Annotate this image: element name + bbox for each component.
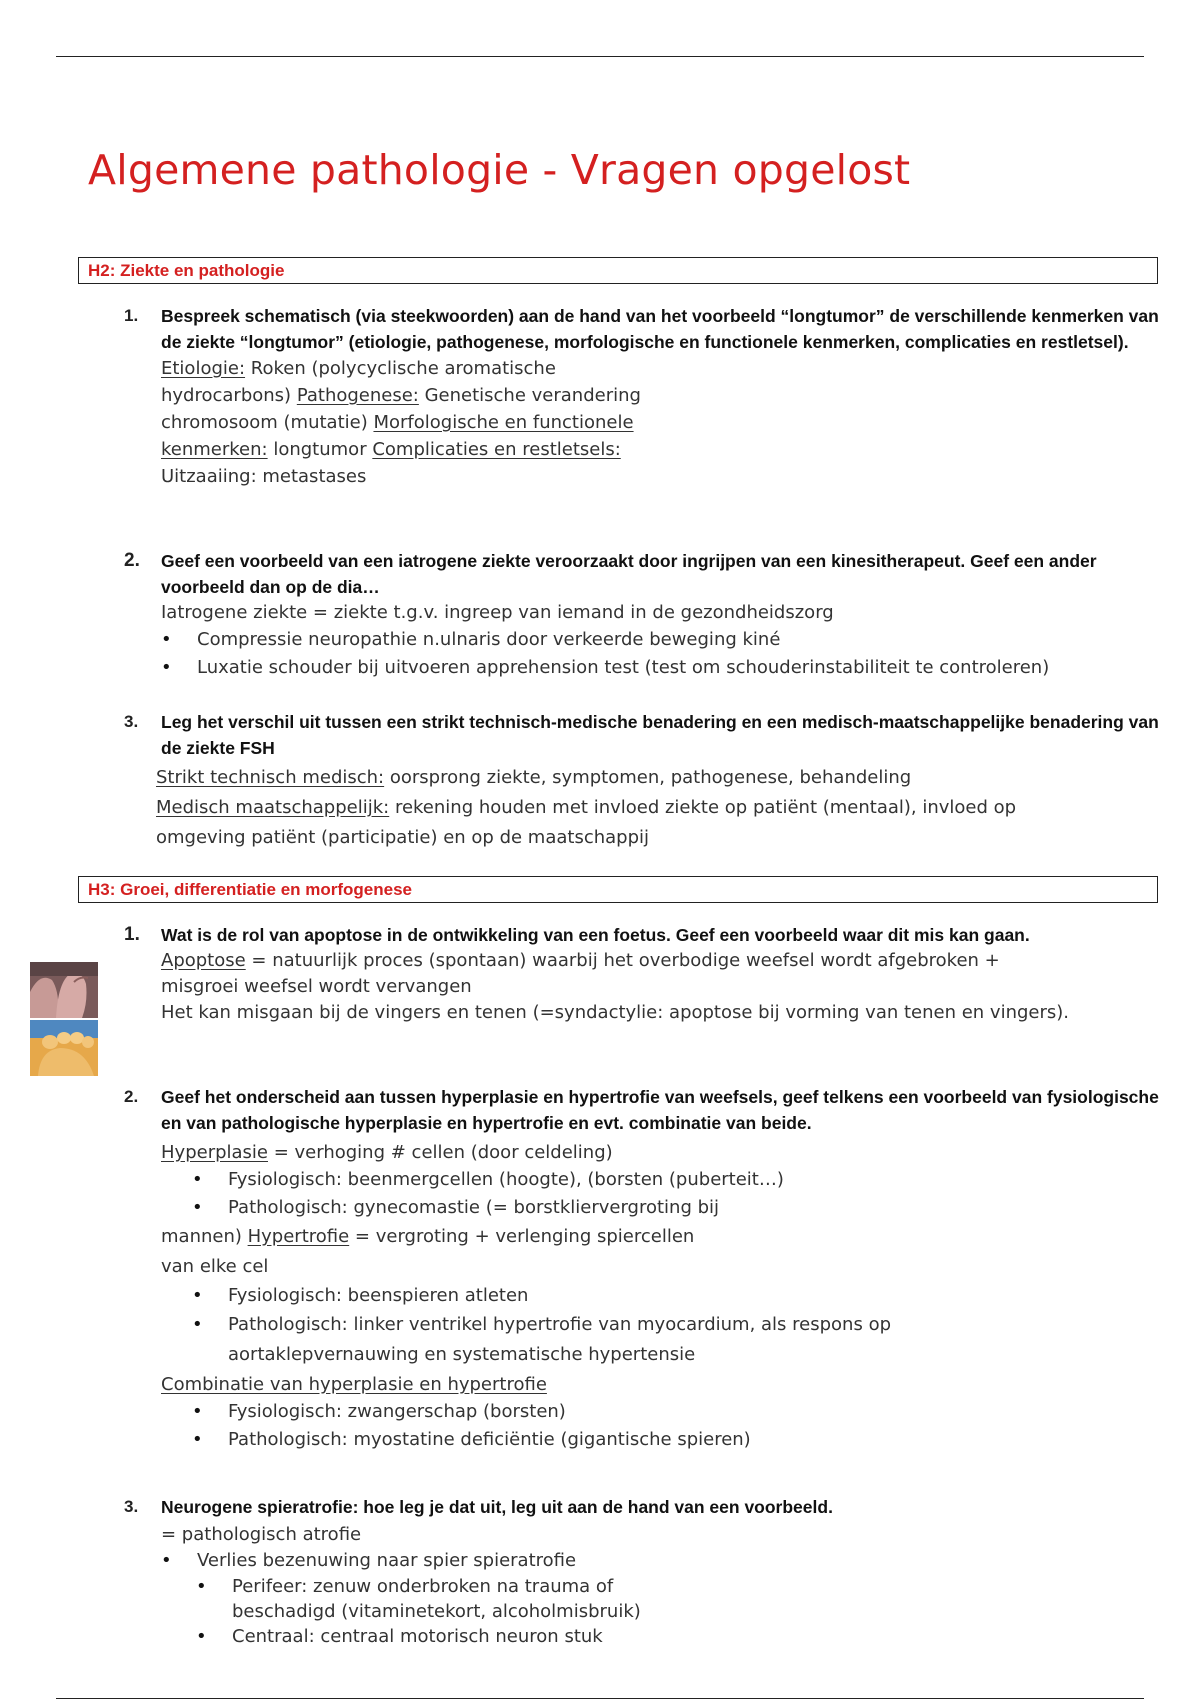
question-h2-3 — [124, 709, 1184, 853]
answer-text — [161, 355, 721, 490]
list-item: • Perifeer: zenuw onderbroken na trauma of beschadigd (vitaminetekort, alcoholmisbruik) — [196, 1574, 676, 1624]
kenmerken-text: longtumor — [267, 439, 373, 460]
bullet-list — [161, 626, 1184, 682]
top-rule — [56, 56, 1144, 57]
label-kenmerken: kenmerken: — [161, 439, 268, 460]
maatschappelijk-text-cont: omgeving patiënt (participatie) en op de maatschappij — [156, 827, 650, 848]
question-text: Wat is de rol van apoptose in de ontwikkeling van een foetus. Geef een voorbeeld waar dit mis kan gaan. — [161, 925, 1030, 945]
syndactyly-hand-image — [30, 962, 98, 1018]
answer-text — [161, 948, 1184, 1026]
question-h3-2 — [124, 1084, 1184, 1454]
complicaties-text: Uitzaaiing: metastases — [161, 466, 367, 487]
label-apoptose: Apoptose — [161, 950, 246, 971]
bottom-rule — [56, 1698, 1144, 1699]
list-item: • Luxatie schouder bij uitvoeren apprehension test (test om schouderinstabiliteit te controleren) — [161, 654, 1184, 682]
question-text: Neurogene spieratrofie: hoe leg je dat uit, leg uit aan de hand van een voorbeeld. — [161, 1497, 833, 1517]
hyperplasie-line — [161, 1139, 1184, 1166]
question-number: 1. — [124, 924, 140, 945]
list-item: • Compressie neuropathie n.ulnaris door verkeerde beweging kiné — [161, 626, 1184, 654]
question-text: Geef het onderscheid aan tussen hyperplasie en hypertrofie van weefsels, geef telkens een voorbeeld van fysiologische en van pathologische hyperplasie en hypertrofie en evt. combinatie van beide. — [161, 1087, 1159, 1133]
label-etiologie: Etiologie: — [161, 358, 246, 379]
question-number: 3. — [124, 712, 139, 731]
sub-bullet-list — [196, 1574, 676, 1649]
maatschappelijk-text: rekening houden met invloed ziekte op patiënt (mentaal), invloed op — [389, 797, 1017, 818]
apoptose-text: = natuurlijk proces (spontaan) waarbij het overbodige weefsel wordt afgebroken + — [245, 950, 1000, 971]
hyperplasie-text: = verhoging # cellen (door celdeling) — [268, 1142, 613, 1163]
label-combinatie: Combinatie van hyperplasie en hypertrofie — [161, 1374, 547, 1395]
list-item: • Fysiologisch: beenmergcellen (hoogte), (borsten (puberteit…) — [192, 1166, 1184, 1194]
question-h2-2 — [124, 548, 1184, 682]
etiologie-text-cont: hydrocarbons) — [161, 385, 297, 406]
hypertrofie-text: = vergroting + verlenging spiercellen — [349, 1226, 695, 1247]
pathogenese-text: Genetische verandering — [418, 385, 641, 406]
apoptose-example: Het kan misgaan bij de vingers en tenen (=syndactylie: apoptose bij vorming van tenen en vingers). — [161, 1002, 1070, 1023]
list-item: • Fysiologisch: zwangerschap (borsten) — [192, 1398, 1184, 1426]
apoptose-text-cont: misgroei weefsel wordt vervangen — [161, 976, 472, 997]
label-pathogenese: Pathogenese: — [296, 385, 419, 406]
question-text: Bespreek schematisch (via steekwoorden) aan de hand van het voorbeeld “longtumor” de verschillende kenmerken van de ziekte “longtumor” (etiologie, pathogenese, morfologische en functionele kenmerken, complicaties en restletsel). — [161, 306, 1159, 352]
label-technisch: Strikt technisch medisch: — [156, 767, 385, 788]
combinatie-line — [161, 1371, 1184, 1398]
etiologie-text: Roken (polycyclische aromatische — [245, 358, 556, 379]
hyperplasie-bullets — [192, 1166, 1184, 1222]
question-text: Leg het verschil uit tussen een strikt technisch-medische benadering en een medisch-maatschappelijke benadering van de ziekte FSH — [161, 712, 1159, 758]
combinatie-bullets — [192, 1398, 1184, 1454]
answer-line: Iatrogene ziekte = ziekte t.g.v. ingreep van iemand in de gezondheidszorg — [161, 602, 834, 623]
section-heading-h3: H3: Groei, differentiatie en morfogenese — [78, 876, 1158, 903]
question-number: 2. — [124, 1087, 139, 1106]
list-item: • Fysiologisch: beenspieren atleten — [192, 1282, 952, 1310]
syndactyly-images — [30, 962, 98, 1078]
document-title: Algemene pathologie - Vragen opgelost — [88, 146, 911, 194]
question-number: 3. — [124, 1497, 139, 1516]
hypertrofie-prefix: mannen) — [161, 1226, 248, 1247]
label-hypertrofie: Hypertrofie — [247, 1226, 350, 1247]
technisch-text: oorsprong ziekte, symptomen, pathogenese, behandeling — [384, 767, 912, 788]
label-maatschappelijk: Medisch maatschappelijk: — [156, 797, 390, 818]
list-item: • Verlies bezenuwing naar spier spieratrofie — [161, 1548, 1184, 1574]
hypertrofie-bullets — [192, 1282, 952, 1370]
answer-line: = pathologisch atrofie — [161, 1524, 362, 1545]
question-number: 2. — [124, 550, 140, 571]
syndactyly-foot-image — [30, 1020, 98, 1076]
bullet-list — [161, 1548, 1184, 1574]
list-item: • Centraal: centraal motorisch neuron stuk — [196, 1624, 676, 1649]
question-h3-1 — [124, 922, 1184, 1026]
label-morfologisch: Morfologische en functionele — [373, 412, 634, 433]
question-h3-3 — [124, 1494, 1184, 1649]
label-complicaties: Complicaties en restletsels: — [372, 439, 621, 460]
question-text: Geef een voorbeeld van een iatrogene ziekte veroorzaakt door ingrijpen van een kinesitherapeut. Geef een ander voorbeeld dan op de dia… — [161, 551, 1097, 597]
hypertrofie-text-cont: van elke cel — [161, 1256, 269, 1277]
pathogenese-text-cont: chromosoom (mutatie) — [161, 412, 374, 433]
answer-text — [156, 763, 1184, 853]
list-item: • Pathologisch: myostatine deficiëntie (gigantische spieren) — [192, 1426, 1184, 1454]
label-hyperplasie: Hyperplasie — [161, 1142, 268, 1163]
question-number: 1. — [124, 306, 139, 325]
hypertrofie-line — [161, 1222, 1184, 1282]
question-h2-1 — [124, 303, 1184, 490]
list-item: • Pathologisch: gynecomastie (= borstkliervergroting bij — [192, 1194, 1184, 1222]
list-item: • Pathologisch: linker ventrikel hypertrofie van myocardium, als respons op aortaklepvernauwing en systematische hypertensie — [192, 1310, 952, 1370]
section-heading-h2: H2: Ziekte en pathologie — [78, 257, 1158, 284]
